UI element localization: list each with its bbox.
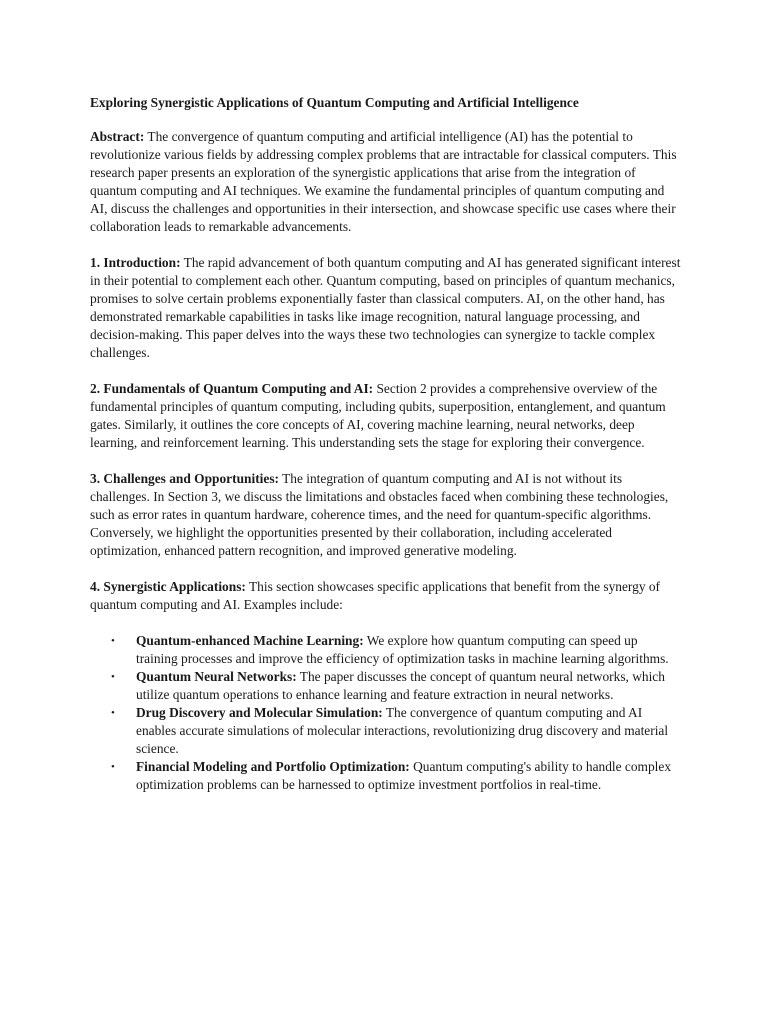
list-item-text: The convergence of quantum computing and AI enables accurate simulations of molecular interactions, revolutionizing drug discovery and material science. <box>136 705 669 756</box>
list-item-heading: Drug Discovery and Molecular Simulation: <box>136 705 383 720</box>
section-text: This section showcases specific applications that benefit from the synergy of quantum computing and AI. Examples include: <box>90 579 661 612</box>
bullet-icon: • <box>111 707 115 719</box>
section-introduction <box>90 254 682 362</box>
bullet-icon: • <box>111 761 115 773</box>
section-heading: 4. Synergistic Applications: <box>90 579 246 594</box>
bullet-icon: • <box>111 635 115 647</box>
abstract-paragraph <box>90 128 682 236</box>
list-item-heading: Quantum Neural Networks: <box>136 669 297 684</box>
list-item-text: Quantum computing's ability to handle complex optimization problems can be harnessed to optimize investment portfolios in real-time. <box>136 759 672 792</box>
section-fundamentals <box>90 380 682 452</box>
list-item <box>111 758 682 794</box>
bullet-icon: • <box>111 671 115 683</box>
section-applications <box>90 578 682 614</box>
section-text: Section 2 provides a comprehensive overview of the fundamental principles of quantum computing, including qubits, superposition, entanglement, and quantum gates. Similarly, it outlines the core concepts of AI, covering machine learning, neural networks, deep learning, and reinforcement learning. This understanding sets the stage for exploring their convergence. <box>90 381 666 450</box>
section-heading: 2. Fundamentals of Quantum Computing and AI: <box>90 381 374 396</box>
section-text: The integration of quantum computing and AI is not without its challenges. In Section 3, we discuss the limitations and obstacles faced when combining these technologies, such as error rates in quantum hardware, coherence times, and the need for quantum-specific algorithms. Conversely, we highlight the opportunities presented by their collaboration, including accelerated optimization, enhanced pattern recognition, and improved generative modeling. <box>90 471 669 558</box>
section-challenges <box>90 470 682 560</box>
page-title: Exploring Synergistic Applications of Quantum Computing and Artificial Intelligence <box>90 95 579 110</box>
section-heading: 3. Challenges and Opportunities: <box>90 471 279 486</box>
section-text: The rapid advancement of both quantum computing and AI has generated significant interest in their potential to complement each other. Quantum computing, based on principles of quantum mechanics, promises to solve certain problems exponentially faster than classical computers. AI, on the other hand, has demonstrated remarkable capabilities in tasks like image recognition, natural language processing, and decision-making. This paper delves into the ways these two technologies can synergize to tackle complex challenges. <box>90 255 681 360</box>
applications-list <box>90 632 682 794</box>
list-item <box>111 668 682 704</box>
list-item <box>111 632 682 668</box>
section-heading: 1. Introduction: <box>90 255 181 270</box>
list-item <box>111 704 682 758</box>
document-page <box>90 94 682 794</box>
abstract-heading: Abstract: <box>90 129 145 144</box>
list-item-heading: Financial Modeling and Portfolio Optimization: <box>136 759 410 774</box>
list-item-heading: Quantum-enhanced Machine Learning: <box>136 633 364 648</box>
abstract-text: The convergence of quantum computing and artificial intelligence (AI) has the potential to revolutionize various fields by addressing complex problems that are intractable for classical computers. This research paper presents an exploration of the synergistic applications that arise from the integration of quantum computing and AI techniques. We examine the fundamental principles of quantum computing and AI, discuss the challenges and opportunities in their intersection, and showcase specific use cases where their collaboration leads to remarkable advancements. <box>90 129 677 234</box>
list-item-text: We explore how quantum computing can speed up training processes and improve the efficiency of optimization tasks in machine learning algorithms. <box>136 633 669 666</box>
list-item-text: The paper discusses the concept of quantum neural networks, which utilize quantum operations to enhance learning and feature extraction in neural networks. <box>136 669 665 702</box>
